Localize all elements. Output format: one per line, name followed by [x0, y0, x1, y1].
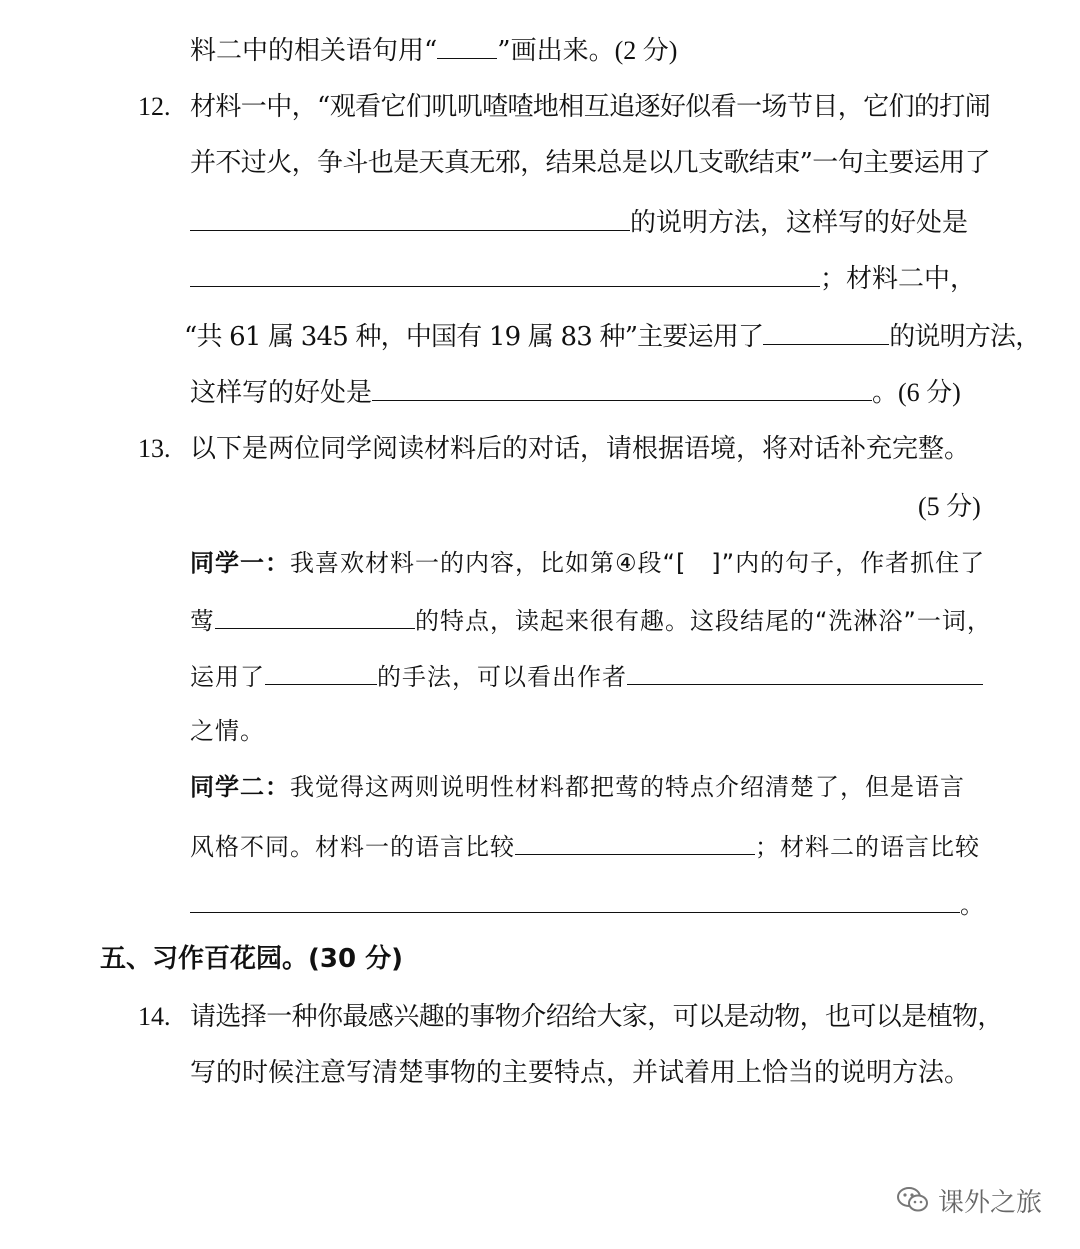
q14-line1: 请选择一种你最感兴趣的事物介绍给大家，可以是动物，也可以是植物，: [190, 1002, 1003, 1032]
q13-number: 13.: [138, 434, 171, 463]
answer-blank[interactable]: [190, 886, 960, 913]
q12-line2: 并不过火，争斗也是天真无邪，结果总是以几支歌结束”一句主要运用了: [190, 148, 991, 178]
s2-line1: 同学二：我觉得这两则说明性材料都把莺的特点介绍清楚了，但是语言: [190, 773, 965, 801]
q12-line4: ；材料二中，: [190, 260, 976, 294]
answer-blank[interactable]: [627, 658, 983, 685]
s2-line3: 。: [190, 886, 985, 920]
q11-line: 料二中的相关语句用“ ”画出来。(2 分): [190, 32, 677, 66]
s1-line1: 同学一：我喜欢材料一的内容，比如第④段“[ ]”内的句子，作者抓住了: [190, 549, 986, 577]
q12-line5: “共 61 属 345 种，中国有 19 属 83 种”主要运用了 的说明方法，: [184, 318, 1040, 352]
answer-blank[interactable]: [190, 204, 630, 231]
q13-score: (5 分): [918, 492, 981, 521]
wechat-icon: [896, 1185, 930, 1215]
s1-line3: 运用了 的手法，可以看出作者: [190, 658, 983, 692]
watermark: 课外之旅: [896, 1180, 1042, 1220]
section5-heading: 五、习作百花园。(30 分): [100, 944, 404, 974]
s1-line2: 莺 的特点，读起来很有趣。这段结尾的“洗淋浴”一词，: [190, 602, 992, 636]
q13-line1: 以下是两位同学阅读材料后的对话，请根据语境，将对话补充完整。: [190, 434, 971, 464]
q14-number: 14.: [138, 1002, 171, 1031]
s2-label: 同学二：: [190, 773, 290, 801]
q12-line1: 材料一中，“观看它们叽叽喳喳地相互追逐好似看一场节目，它们的打闹: [190, 92, 991, 122]
s2-line2: 风格不同。材料一的语言比较 ；材料二的语言比较: [190, 828, 980, 862]
q12-number: 12.: [138, 92, 171, 121]
s1-line4: 之情。: [190, 717, 265, 745]
answer-blank[interactable]: [763, 318, 889, 345]
answer-blank[interactable]: [265, 658, 377, 685]
answer-blank[interactable]: [515, 828, 755, 855]
answer-blank[interactable]: [437, 32, 497, 59]
answer-blank[interactable]: [215, 602, 415, 629]
q12-line3: 的说明方法，这样写的好处是: [190, 204, 968, 238]
q12-line6: 这样写的好处是 。(6 分): [190, 374, 961, 408]
s1-label: 同学一：: [190, 549, 290, 577]
answer-blank[interactable]: [372, 374, 872, 401]
q14-line2: 写的时候注意写清楚事物的主要特点，并试着用上恰当的说明方法。: [190, 1058, 971, 1088]
answer-blank[interactable]: [190, 260, 820, 287]
